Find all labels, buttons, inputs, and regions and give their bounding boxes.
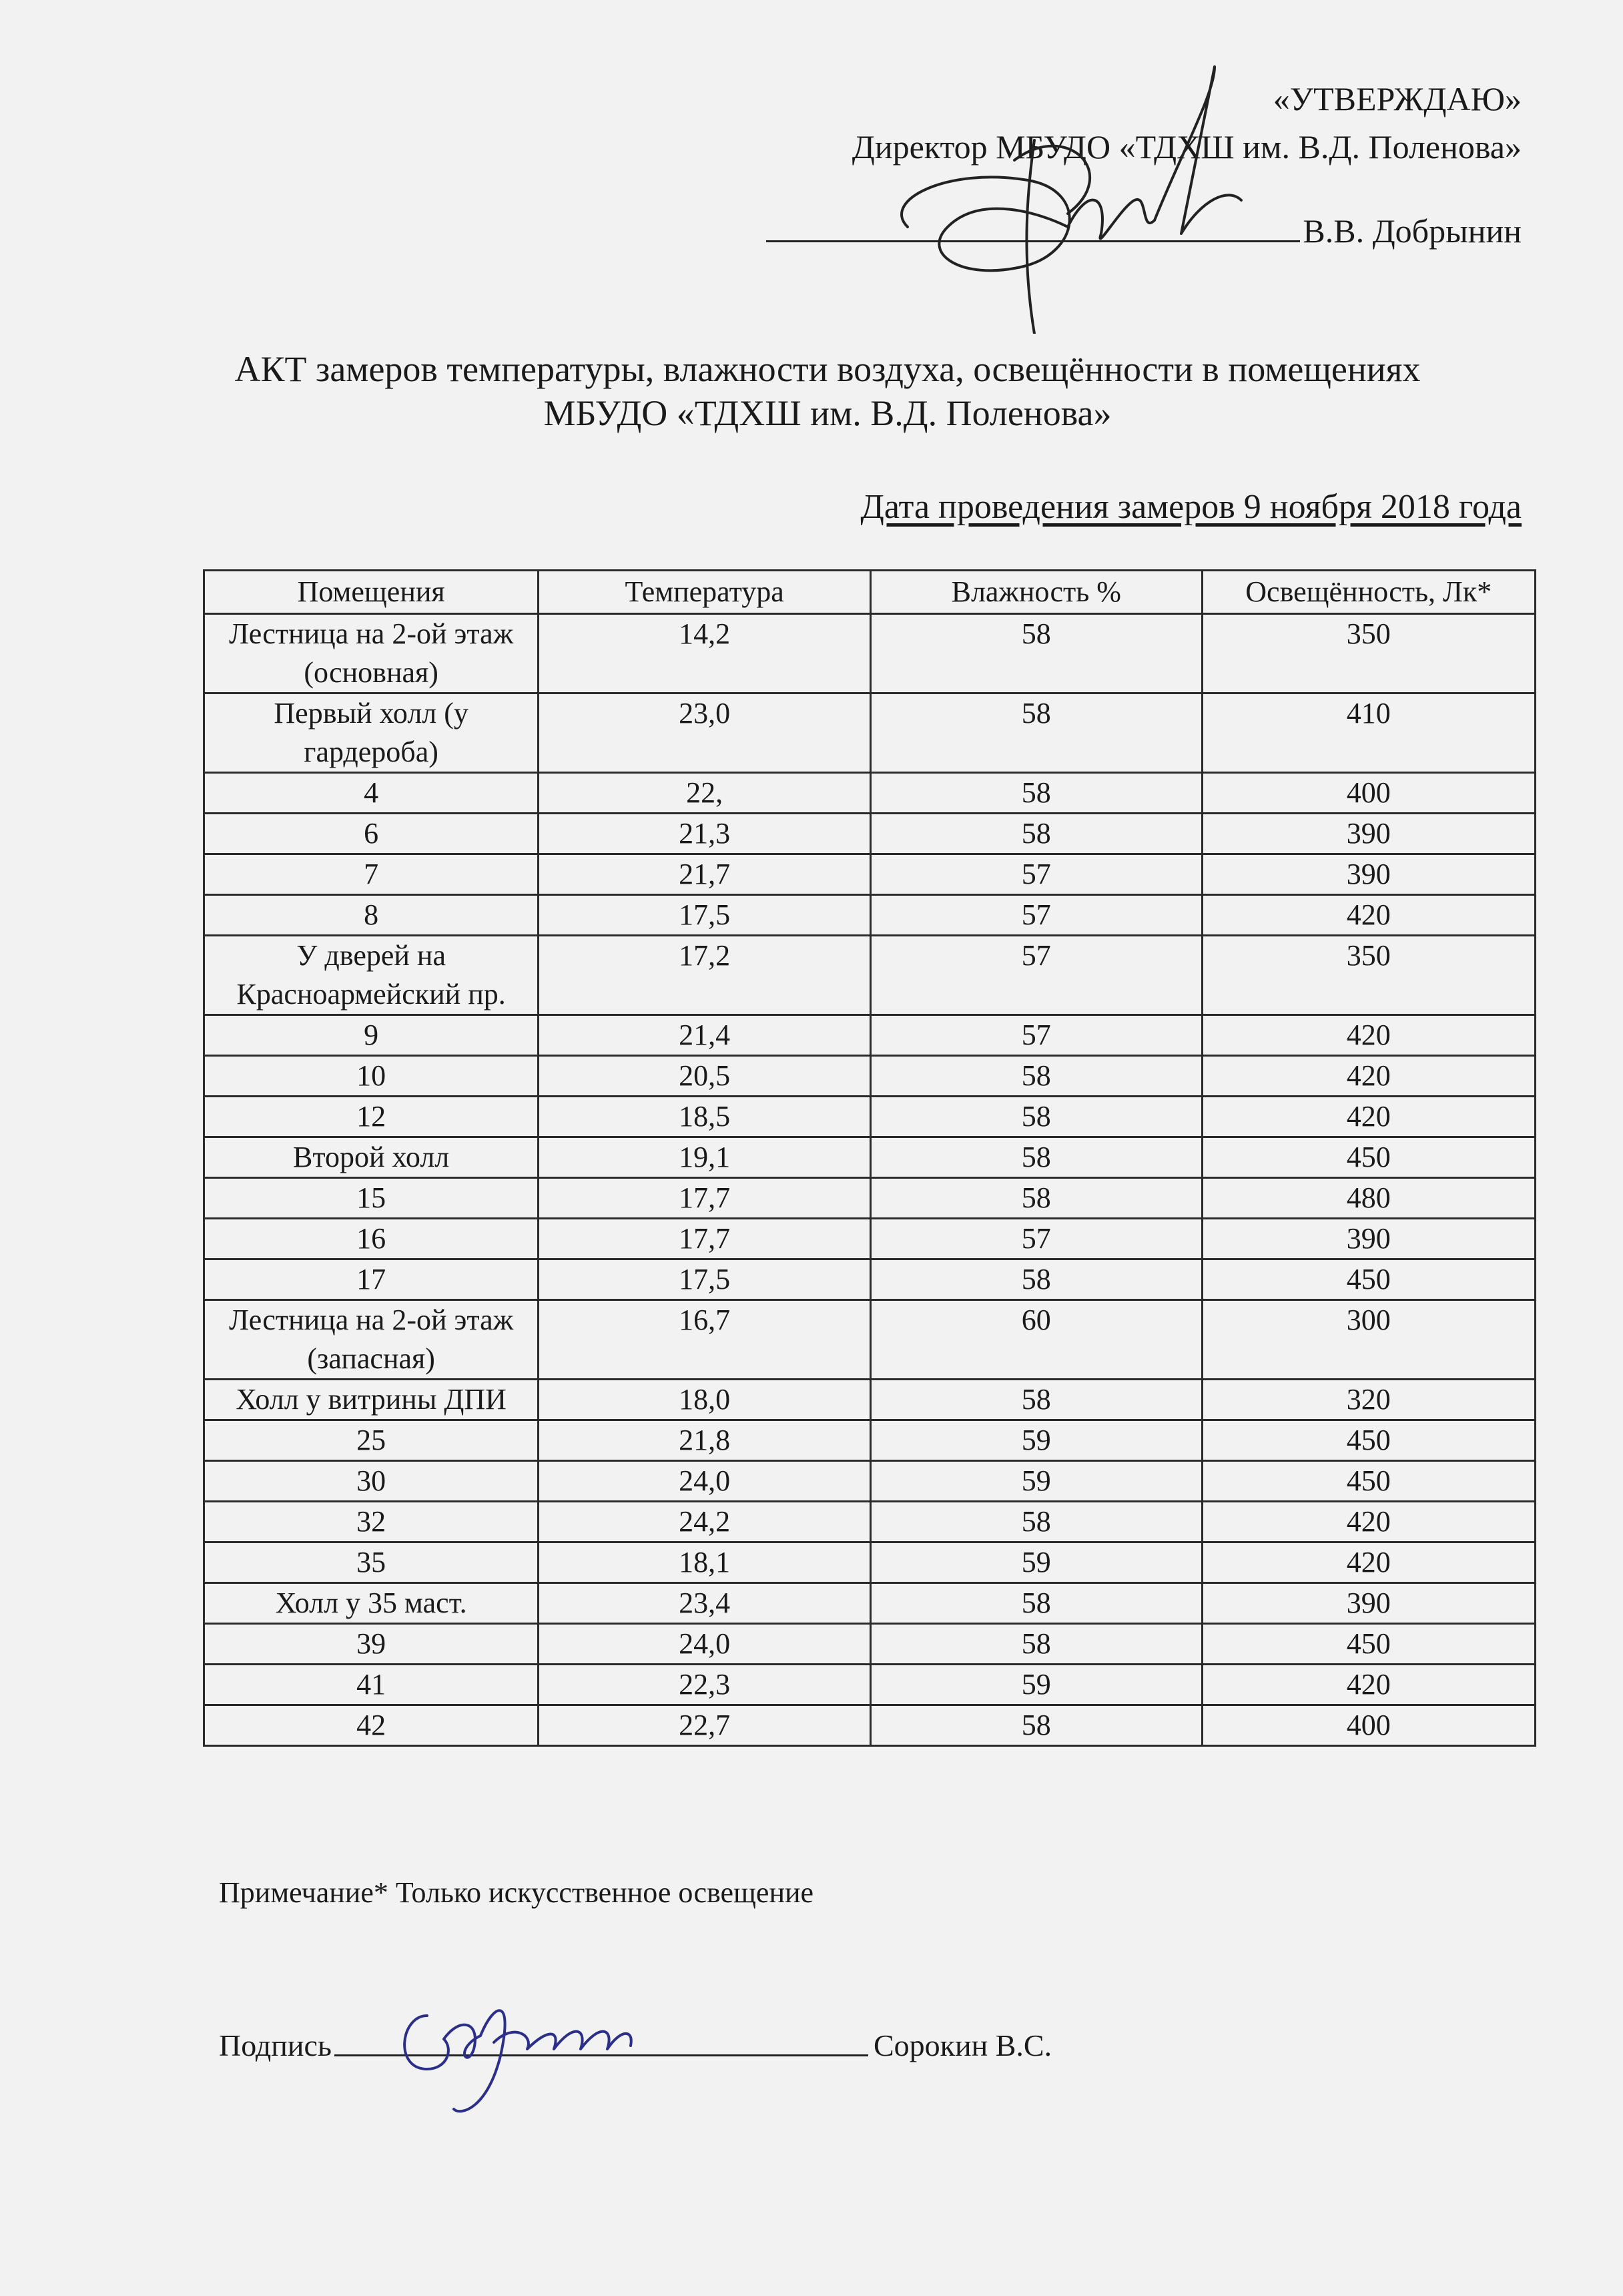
cell-room: 30 (204, 1461, 539, 1502)
signer-signature-image (380, 1976, 647, 2122)
cell-temperature: 18,1 (539, 1542, 871, 1583)
cell-humidity: 58 (871, 1502, 1203, 1542)
table-row (204, 1015, 1536, 1056)
cell-illuminance: 410 (1202, 693, 1535, 773)
cell-room: 4 (204, 773, 539, 814)
cell-humidity: 57 (871, 1219, 1203, 1259)
director-signature-image (868, 53, 1268, 334)
cell-temperature: 17,7 (539, 1178, 871, 1219)
table-row (204, 1178, 1536, 1219)
cell-temperature: 17,5 (539, 1259, 871, 1300)
header-room: Помещения (204, 571, 539, 614)
cell-illuminance: 350 (1202, 614, 1535, 693)
cell-illuminance: 400 (1202, 1705, 1535, 1746)
cell-illuminance: 450 (1202, 1259, 1535, 1300)
table-row (204, 1097, 1536, 1137)
cell-temperature: 22,7 (539, 1705, 871, 1746)
cell-temperature: 21,8 (539, 1420, 871, 1461)
document-title (133, 347, 1522, 435)
header-temperature: Температура (539, 571, 871, 614)
table-row (204, 1137, 1536, 1178)
cell-temperature: 24,0 (539, 1461, 871, 1502)
title-line-1: АКТ замеров температуры, влажности воздуха, освещённости в помещениях (234, 349, 1421, 389)
cell-temperature: 22, (539, 773, 871, 814)
cell-room: 15 (204, 1178, 539, 1219)
cell-temperature: 14,2 (539, 614, 871, 693)
cell-humidity: 58 (871, 1624, 1203, 1665)
cell-temperature: 17,5 (539, 895, 871, 936)
measurements-table (203, 569, 1536, 1747)
table-row (204, 1259, 1536, 1300)
cell-room: 39 (204, 1624, 539, 1665)
cell-room: 7 (204, 854, 539, 895)
cell-humidity: 58 (871, 773, 1203, 814)
cell-room: 25 (204, 1420, 539, 1461)
cell-room: 9 (204, 1015, 539, 1056)
approval-position: Директор МБУДО «ТДХШ им. В.Д. Поленова» (852, 128, 1522, 166)
cell-illuminance: 390 (1202, 1583, 1535, 1624)
table-row (204, 1542, 1536, 1583)
cell-illuminance: 320 (1202, 1380, 1535, 1420)
measurement-date: Дата проведения замеров 9 ноября 2018 года (860, 488, 1522, 526)
cell-humidity: 59 (871, 1542, 1203, 1583)
table-row (204, 814, 1536, 854)
table-row (204, 1502, 1536, 1542)
cell-room: 12 (204, 1097, 539, 1137)
cell-humidity: 58 (871, 1380, 1203, 1420)
cell-room: 42 (204, 1705, 539, 1746)
cell-temperature: 23,0 (539, 693, 871, 773)
cell-humidity: 58 (871, 1259, 1203, 1300)
signature-label: Подпись (219, 2028, 332, 2062)
cell-humidity: 58 (871, 1583, 1203, 1624)
table-row (204, 854, 1536, 895)
cell-illuminance: 450 (1202, 1420, 1535, 1461)
director-name: В.В. Добрынин (1303, 212, 1522, 250)
cell-humidity: 58 (871, 1097, 1203, 1137)
table-row (204, 693, 1536, 773)
cell-temperature: 24,2 (539, 1502, 871, 1542)
cell-illuminance: 300 (1202, 1300, 1535, 1380)
table-row (204, 1056, 1536, 1097)
cell-illuminance: 420 (1202, 1542, 1535, 1583)
cell-humidity: 58 (871, 1705, 1203, 1746)
cell-illuminance: 350 (1202, 936, 1535, 1015)
cell-illuminance: 450 (1202, 1461, 1535, 1502)
cell-temperature: 22,3 (539, 1665, 871, 1705)
cell-illuminance: 420 (1202, 1665, 1535, 1705)
table-row (204, 1624, 1536, 1665)
cell-illuminance: 400 (1202, 773, 1535, 814)
header-illuminance: Освещённость, Лк* (1202, 571, 1535, 614)
cell-humidity: 58 (871, 1178, 1203, 1219)
cell-room: Первый холл (у гардероба) (204, 693, 539, 773)
footnote: Примечание* Только искусственное освещение (219, 1876, 814, 1909)
cell-humidity: 58 (871, 1137, 1203, 1178)
cell-humidity: 58 (871, 1056, 1203, 1097)
table-row (204, 1380, 1536, 1420)
cell-temperature: 21,3 (539, 814, 871, 854)
table-row (204, 1420, 1536, 1461)
cell-humidity: 58 (871, 614, 1203, 693)
cell-humidity: 58 (871, 693, 1203, 773)
cell-room: 17 (204, 1259, 539, 1300)
cell-illuminance: 450 (1202, 1137, 1535, 1178)
cell-humidity: 57 (871, 936, 1203, 1015)
cell-illuminance: 420 (1202, 895, 1535, 936)
approval-stamp: «УТВЕРЖДАЮ» (1273, 80, 1522, 117)
cell-illuminance: 420 (1202, 1015, 1535, 1056)
cell-room: 16 (204, 1219, 539, 1259)
cell-room: Холл у 35 маст. (204, 1583, 539, 1624)
table-row (204, 1300, 1536, 1380)
cell-temperature: 24,0 (539, 1624, 871, 1665)
cell-humidity: 58 (871, 814, 1203, 854)
cell-temperature: 21,7 (539, 854, 871, 895)
cell-illuminance: 390 (1202, 814, 1535, 854)
cell-humidity: 57 (871, 895, 1203, 936)
cell-room: 10 (204, 1056, 539, 1097)
cell-illuminance: 420 (1202, 1097, 1535, 1137)
table-row (204, 936, 1536, 1015)
cell-room: 32 (204, 1502, 539, 1542)
title-line-2: МБУДО «ТДХШ им. В.Д. Поленова» (543, 393, 1112, 433)
cell-humidity: 59 (871, 1420, 1203, 1461)
cell-temperature: 19,1 (539, 1137, 871, 1178)
cell-temperature: 21,4 (539, 1015, 871, 1056)
cell-room: 41 (204, 1665, 539, 1705)
cell-room: У дверей на Красноармейский пр. (204, 936, 539, 1015)
table-row (204, 614, 1536, 693)
cell-illuminance: 480 (1202, 1178, 1535, 1219)
cell-temperature: 18,0 (539, 1380, 871, 1420)
table-header-row (204, 571, 1536, 614)
cell-humidity: 57 (871, 854, 1203, 895)
cell-illuminance: 390 (1202, 1219, 1535, 1259)
cell-illuminance: 420 (1202, 1056, 1535, 1097)
cell-room: Холл у витрины ДПИ (204, 1380, 539, 1420)
cell-illuminance: 420 (1202, 1502, 1535, 1542)
signer-name: Сорокин В.С. (873, 2028, 1052, 2062)
cell-humidity: 60 (871, 1300, 1203, 1380)
cell-humidity: 59 (871, 1665, 1203, 1705)
cell-temperature: 17,2 (539, 936, 871, 1015)
header-humidity: Влажность % (871, 571, 1203, 614)
cell-room: 6 (204, 814, 539, 854)
table-row (204, 1461, 1536, 1502)
table-row (204, 895, 1536, 936)
cell-humidity: 59 (871, 1461, 1203, 1502)
cell-temperature: 20,5 (539, 1056, 871, 1097)
cell-room: 8 (204, 895, 539, 936)
table-row (204, 1583, 1536, 1624)
table-body (204, 614, 1536, 1746)
table-row (204, 1665, 1536, 1705)
table-row (204, 1219, 1536, 1259)
cell-room: Лестница на 2-ой этаж (основная) (204, 614, 539, 693)
cell-illuminance: 390 (1202, 854, 1535, 895)
cell-temperature: 23,4 (539, 1583, 871, 1624)
cell-temperature: 17,7 (539, 1219, 871, 1259)
cell-humidity: 57 (871, 1015, 1203, 1056)
cell-room: Второй холл (204, 1137, 539, 1178)
cell-room: 35 (204, 1542, 539, 1583)
cell-temperature: 18,5 (539, 1097, 871, 1137)
cell-room: Лестница на 2-ой этаж (запасная) (204, 1300, 539, 1380)
table-row (204, 773, 1536, 814)
table-row (204, 1705, 1536, 1746)
cell-illuminance: 450 (1202, 1624, 1535, 1665)
cell-temperature: 16,7 (539, 1300, 871, 1380)
